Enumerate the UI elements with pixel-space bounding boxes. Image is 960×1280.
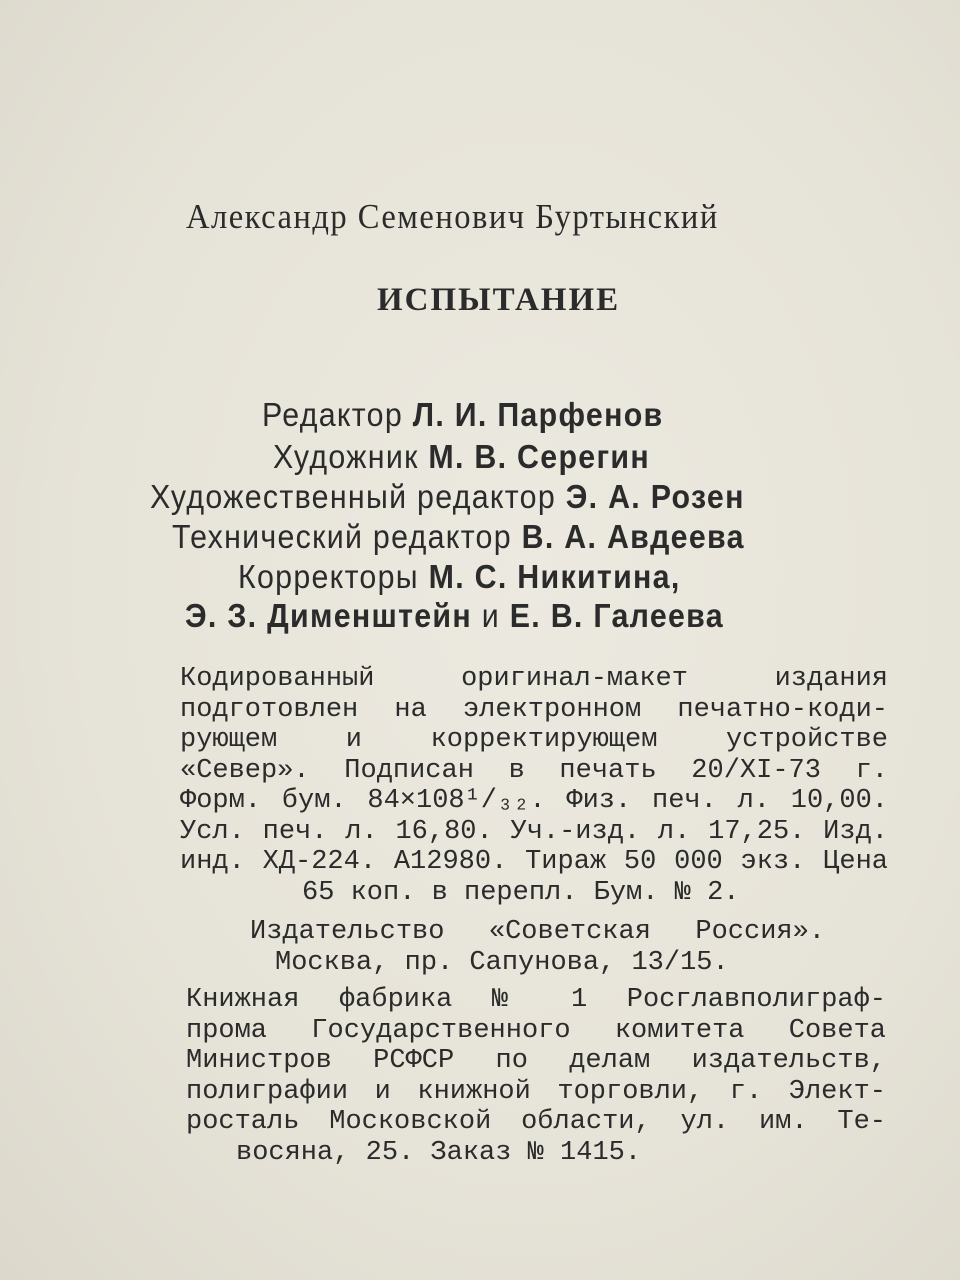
credit-person: М. В. Серегин — [428, 438, 650, 475]
printer-line: Книжная фабрика № 1 Росглавполиграф- — [186, 985, 886, 1015]
credit-person: М. С. Никитина, — [428, 558, 681, 595]
author-name: Александр Семенович Буртынский — [186, 197, 719, 236]
credit-person: В. А. Авдеева — [521, 518, 745, 555]
publisher-line: Москва, пр. Сапунова, 13/15. — [275, 947, 729, 978]
credit-person: Э. А. Розен — [565, 478, 745, 515]
imprint-line: Форм. бум. 84×108¹/₃₂. Физ. печ. л. 10,00. — [180, 786, 888, 816]
credit-role: Художественный редактор — [150, 478, 557, 515]
imprint-line: подготовлен на электронном печатно-коди- — [180, 694, 888, 725]
publisher-line: Издательство «Советская Россия». — [250, 917, 825, 947]
credit-person: Л. И. Парфенов — [412, 396, 664, 433]
credit-proofreaders-cont — [185, 597, 724, 635]
credit-art-editor — [150, 478, 745, 516]
publisher-block — [250, 917, 825, 978]
imprint-line: «Север». Подписан в печать 20/XI-73 г. — [180, 755, 888, 786]
imprint-line: Усл. печ. л. 16,80. Уч.-изд. л. 17,25. Изд. — [180, 816, 888, 847]
credit-role: Художник — [273, 438, 419, 475]
book-title: ИСПЫТАНИЕ — [377, 282, 621, 318]
imprint-line: рующем и корректирующем устройстве — [180, 725, 888, 755]
credit-editor — [262, 396, 663, 434]
credit-joiner: и — [481, 597, 500, 634]
printer-line: восяна, 25. Заказ № 1415. — [236, 1137, 642, 1168]
imprint-line: 65 коп. в перепл. Бум. № 2. — [302, 877, 740, 908]
credit-person: Э. З. Дименштейн — [185, 597, 473, 634]
credit-role: Корректоры — [238, 558, 419, 595]
credit-role: Редактор — [262, 396, 404, 433]
credit-artist — [273, 438, 650, 476]
imprint-block — [180, 664, 888, 908]
printer-line: полиграфии и книжной торговли, г. Элект- — [186, 1076, 886, 1107]
imprint-line: инд. ХД-224. А12980. Тираж 50 000 экз. Цена — [180, 847, 888, 877]
printer-line: росталь Московской области, ул. им. Те- — [186, 1107, 886, 1137]
printer-line: Министров РСФСР по делам издательств, — [186, 1046, 886, 1076]
credit-role: Технический редактор — [172, 518, 512, 555]
credit-person-2: Е. В. Галеева — [509, 597, 724, 634]
printer-line: прома Государственного комитета Совета — [186, 1015, 886, 1046]
printer-block — [186, 985, 886, 1168]
credit-proofreaders — [238, 558, 681, 596]
credit-technical-editor — [172, 518, 745, 556]
imprint-line: Кодированный оригинал-макет издания — [180, 664, 888, 694]
